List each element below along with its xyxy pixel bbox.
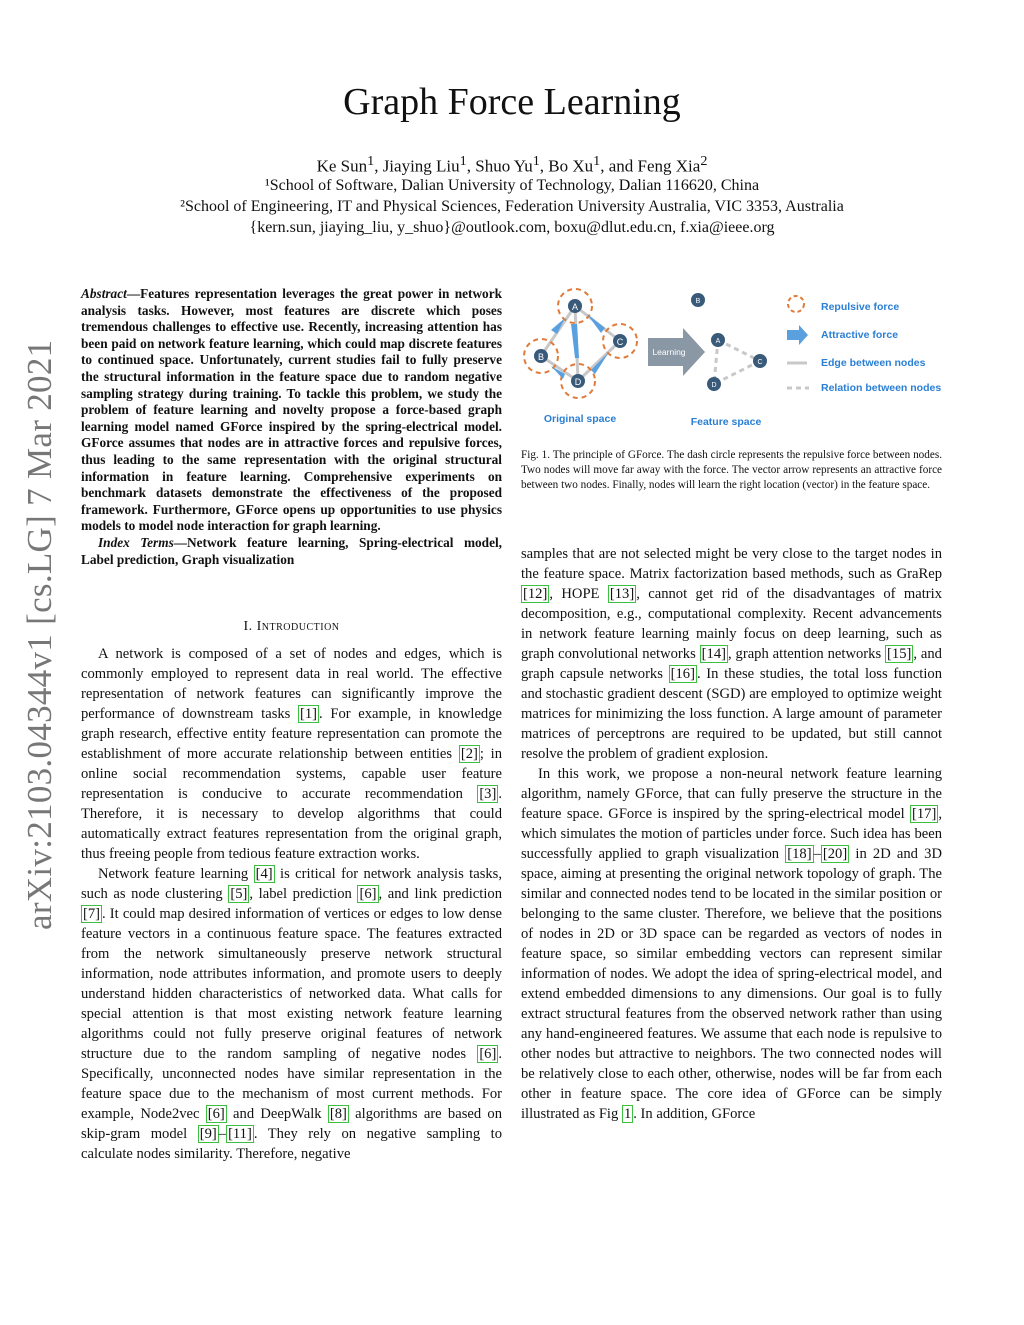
node-c-feature: [753, 354, 767, 368]
abstract-label: Abstract: [81, 286, 127, 301]
arxiv-stamp: arXiv:2103.04344v1 [cs.LG] 7 Mar 2021: [20, 339, 59, 930]
author-emails: {kern.sun, jiaying_liu, y_shuo}@outlook.com, boxu@dlut.edu.cn, f.xia@ieee.org: [249, 219, 775, 236]
figure-caption: Fig. 1. The principle of GForce. The dash circle represents the repulsive force between nodes. Two nodes will move far away with the force. The vector arrow represents an attractive force between two nodes. Finally, nodes will learn the right location (vector) in the feature space.: [521, 449, 942, 491]
svg-text:A: A: [715, 338, 721, 345]
svg-text:D: D: [711, 382, 717, 389]
node-d-feature: [707, 377, 721, 391]
paper-title: Graph Force Learning: [343, 81, 681, 123]
svg-text:B: B: [695, 298, 701, 305]
svg-text:A: A: [571, 302, 579, 312]
abstract: [81, 286, 502, 568]
right-column-body: [521, 544, 942, 1124]
svg-text:C: C: [757, 359, 763, 366]
node-a-feature: [711, 333, 725, 347]
affiliation-2: ²School of Engineering, IT and Physical Sciences, Federation University Australia, VIC 3353, Australia: [180, 198, 844, 215]
index-terms-label: Index Terms: [98, 534, 174, 550]
node-a-original: [568, 299, 582, 313]
learning-label: Learning: [652, 347, 686, 357]
relation-a-c: [715, 338, 760, 361]
svg-text:C: C: [616, 337, 624, 347]
label-feature-space: Feature space: [690, 416, 762, 428]
author-list: Ke Sun$^1$, Jiaying Liu$^1$, Shuo Yu$^1$, Bo Xu$^1$, and Feng Xia$^2$: [316, 153, 708, 176]
abstract-body: —Features representation leverages the great power in network analysis tasks. However, most features are discrete which poses tremendous challenges to effective use. Recently, increasing attention has been paid on network feature learning, which could map discrete features to continued space. Unfortunately, current studies fail to fully preserve the structural information in the feature space due to random negative sampling strategy during training. To tackle this problem, we study the problem of feature learning and novelty propose a force-based graph learning model named GForce inspired by the spring-electrical model. GForce assumes that nodes are in attractive forces and repulsive forces, thus leading to the same representation with the original structural information in feature learning. Comprehensive experiments on benchmark datasets demonstrate the effectiveness of the proposed framework. Furthermore, GForce opens up opportunities to use physics models to model node interaction for graph learning.: [81, 286, 502, 534]
label-original-space: Original space: [543, 413, 617, 425]
paragraph: Network feature learning [4] is critical for network analysis tasks, such as node clustering [5] , label prediction [6] , and link prediction [7] . It could map desired information of vertices or edges to low dense feature vectors in a continuous feature space. The features extracted from the network simultaneously preserve network structural information, node attributes information, and promote users to deeply understand hidden characteristics of networked data. What calls for special attention is that most existing network feature learning algorithms could not fully preserve original features of network structure due to the random sampling of negative nodes [6] . Specifically, unconnected nodes have similar representation in the feature space due to the mechanism of most current methods. For example, Node2vec [6] and DeepWalk [8] algorithms are based on skip-gram model [9] – [11] . They rely on negative sampling to calculate nodes similarity. Therefore, negative: [81, 866, 503, 1162]
svg-text:D: D: [574, 377, 582, 387]
section-heading-introduction: I. Introduction: [243, 619, 340, 634]
paragraph: In this work, we propose a non-neural network feature learning algorithm, namely GForce, that can fully preserve the structure in the feature space. GForce is inspired by the spring-electrical model [17] , which simulates the motion of particles under force. Such idea has been successfully applied to graph visualization [18] – [20] in 2D and 3D space, aiming at presenting the original network topology of graph. The similar and connected nodes tend to be located in the similar position or belonging to the same cluster. Therefore, we believe that the positions of nodes in 2D or 3D space can be regarded as vectors of nodes in feature space, so similar embedding vectors can represent similar information of nodes. We adopt the idea of spring-electrical model, and extend embedded dimensions to any dimensions. Our goal is to fully extract structural features from the observed network rather than using any hand-engineered features. We assume that each node is repulsive to other nodes but attractive to neighbors. The two connected nodes will be relatively close to each other, otherwise, nodes will be far from each other in feature space. The core idea of GForce can be simply illustrated as Fig 1 . In addition, GForce: [521, 766, 942, 1122]
node-b-original: [534, 349, 548, 363]
legend-relation-label: Relation between nodes: [821, 382, 942, 394]
paragraph: A network is composed of a set of nodes and edges, which is commonly employed to represent data in real world. The effective representation of network features can significantly improve the performance of downstream tasks [1] . For example, in knowledge graph research, effective entity feature representation can promote the establishment of more accurate relationship between entities [2] ; in online social recommendation systems, capable user feature representation is conducive to accurate recommendation [3] . Therefore, it is necessary to develop algorithms that could automatically extract features representation from the original graph, thus freeing people from tedious feature extraction works.: [81, 646, 503, 862]
index-terms-body: —Network feature learning, Spring-electrical model, Label prediction, Graph visualization: [81, 534, 502, 567]
node-d-original: [571, 374, 585, 388]
legend-attractive-icon: [787, 325, 808, 345]
edge-c-d: [578, 341, 620, 381]
relation-c-d: [714, 359, 763, 384]
figure-gforce-principle: [521, 286, 951, 436]
node-b-feature: [691, 293, 705, 307]
paragraph: samples that are not selected might be very close to the target nodes in the feature space. Matrix factorization based methods, such as GraRep [12] , HOPE [13] , cannot get rid of the disadvantages of matrix decomposition, e.g., computational complexity. Recent advancements in network feature learning mainly focus on deep learning, such as graph convolutional networks [14] , graph attention networks [15] , and graph capsule networks [16] . In these studies, the total loss function and stochastic gradient descent (SGD) are employed to optimize weight matrices for minimizing the loss function. A large amount of parameter matrices of perceptrons are required to be updated, but still cannot resolve the problem of gradient explosion.: [521, 546, 942, 762]
affiliation-1: ¹School of Software, Dalian University of Technology, Dalian 116620, China: [264, 177, 760, 194]
legend-edge-label: Edge between nodes: [821, 357, 926, 369]
svg-text:B: B: [537, 352, 545, 362]
legend-attractive-label: Attractive force: [821, 329, 899, 341]
left-column-body: [81, 644, 502, 1164]
node-c-original: [613, 334, 627, 348]
legend-repulsive-icon: [788, 296, 804, 312]
legend-repulsive-label: Repulsive force: [821, 301, 900, 313]
